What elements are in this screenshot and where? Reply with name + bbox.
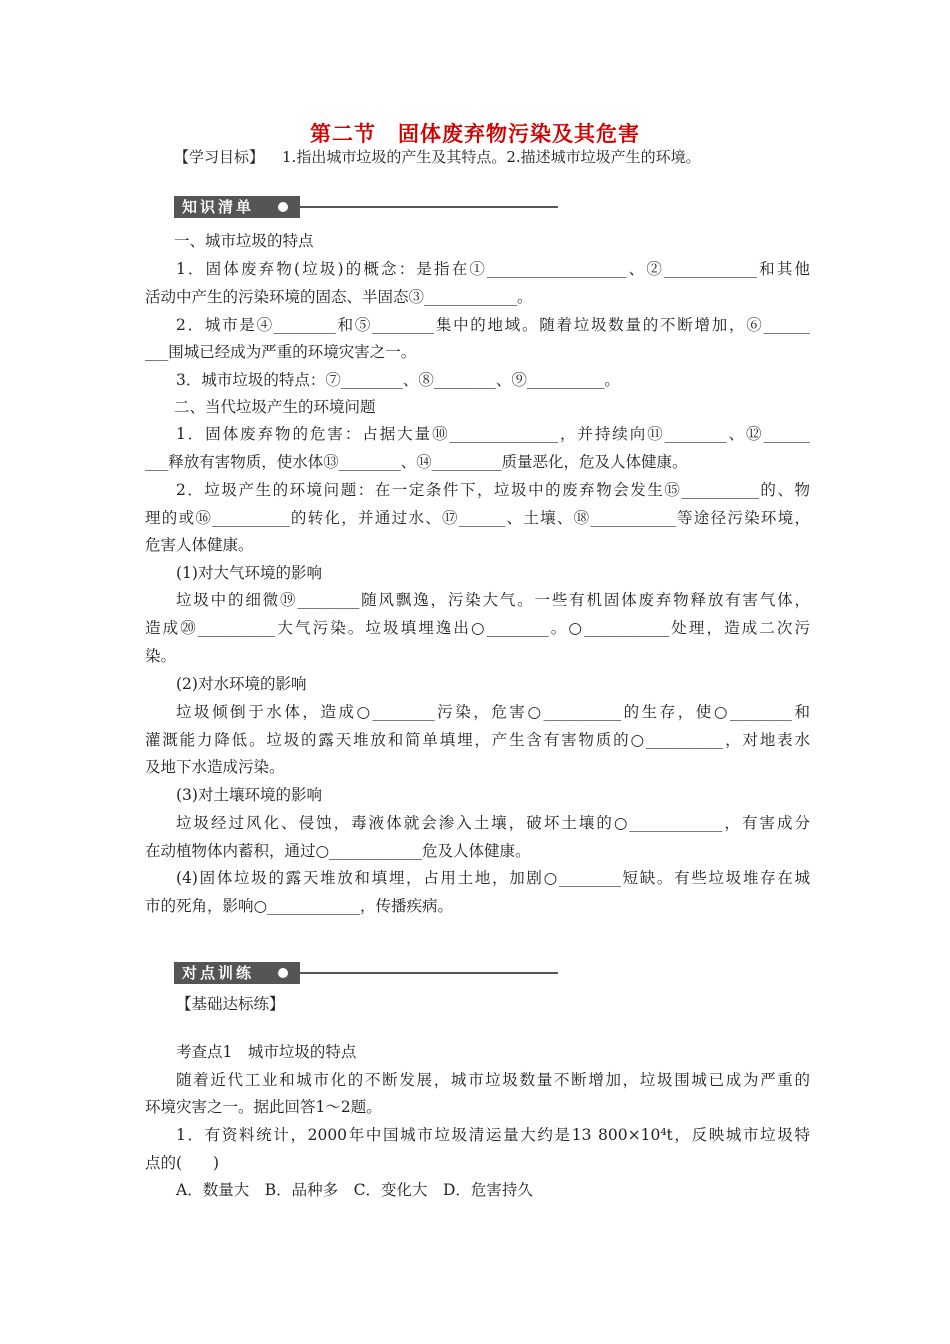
answer-options: A．数量大 B．品种多 C．变化大 D．危害持久: [176, 1181, 533, 1199]
bullet-dot-icon: [278, 968, 288, 978]
text-line: 2．城市是④________和⑤________集中的地域。随着垃圾数量的不断增加，⑥______: [176, 316, 810, 334]
text-line: 1．固体废弃物(垃圾)的概念：是指在①__________________、②____________和其他: [176, 260, 810, 278]
subheading-line: (2)对水环境的影响: [176, 675, 307, 693]
text-line: 及地下水造成污染。: [145, 758, 285, 776]
section-rule: [300, 206, 558, 208]
text-line: ___围城已经成为严重的环境灾害之一。: [145, 343, 417, 361]
text-line: 染。: [145, 647, 177, 665]
question-line: 1．有资料统计，2000年中国城市垃圾清运量大约是13 800×10⁴t，反映城市垃圾特: [176, 1126, 810, 1144]
heading-line: 一、城市垃圾的特点: [174, 232, 314, 250]
text-line: 垃圾中的细微⑲________随风飘逸，污染大气。一些有机固体废弃物释放有害气体，: [176, 591, 810, 609]
subheading-line: (3)对土壤环境的影响: [176, 786, 322, 804]
section-header-practice: [174, 962, 564, 988]
text-line: (4)固体垃圾的露天堆放和填埋，占用土地，加剧○________短缺。有些垃圾堆存在城: [176, 869, 810, 887]
text-line: 灌溉能力降低。垃圾的露天堆放和简单填埋，产生含有害物质的○__________，对地表水: [145, 731, 810, 749]
learning-goals-label: 【学习目标】: [174, 148, 265, 166]
text-line: 2．垃圾产生的环境问题：在一定条件下，垃圾中的废弃物会发生⑮__________的、物: [176, 481, 810, 499]
section-tag-knowledge: 知识清单: [174, 196, 300, 218]
learning-goals: [174, 146, 701, 167]
text-line: 3．城市垃圾的特点：⑦________、⑧________、⑨__________。: [176, 371, 620, 389]
topic-label: 考查点1 城市垃圾的特点: [176, 1043, 357, 1061]
text-line: 在动植物体内蓄积，通过○____________危及人体健康。: [145, 842, 531, 860]
text-line: ___释放有害物质，使水体⑬________、⑭_________质量恶化，危及人体健康。: [145, 453, 688, 471]
section-rule: [300, 972, 558, 974]
heading-line: 二、当代垃圾产生的环境问题: [174, 398, 376, 416]
text-line: 垃圾倾倒于水体，造成○________污染，危害○__________的生存，使○________和: [176, 703, 810, 721]
text-line: 理的或⑯__________的转化，并通过水、⑰______、土壤、⑱___________等途径污染环境，: [145, 509, 810, 527]
text-line: 随着近代工业和城市化的不断发展，城市垃圾数量不断增加，垃圾围城已成为严重的: [176, 1071, 810, 1089]
learning-goals-text: 1.指出城市垃圾的产生及其特点。2.描述城市垃圾产生的环境。: [282, 148, 701, 166]
text-line: 活动中产生的污染环境的固态、半固态③____________。: [145, 288, 533, 306]
page-title: 第二节 固体废弃物污染及其危害: [310, 122, 640, 146]
text-line: 垃圾经过风化、侵蚀，毒液体就会渗入土壤，破坏土壤的○____________，有害成分: [176, 814, 810, 832]
section-tag-practice: 对点训练: [174, 962, 300, 984]
bullet-dot-icon: [278, 202, 288, 212]
text-line: 危害人体健康。: [145, 536, 254, 554]
text-line: 市的死角，影响○____________，传播疾病。: [145, 897, 454, 915]
subheading-line: (1)对大气环境的影响: [176, 564, 322, 582]
text-line: 1．固体废弃物的危害：占据大量⑩______________，并持续向⑪________、⑫______: [176, 425, 810, 443]
subsection-label: 【基础达标练】: [176, 995, 285, 1013]
text-line: 造成⑳__________大气污染。垃圾填埋逸出○________。○___________处理，造成二次污: [145, 619, 810, 637]
section-header-knowledge: [174, 196, 564, 222]
text-line: 环境灾害之一。据此回答1～2题。: [145, 1098, 382, 1116]
question-line: 点的( ): [145, 1154, 220, 1172]
